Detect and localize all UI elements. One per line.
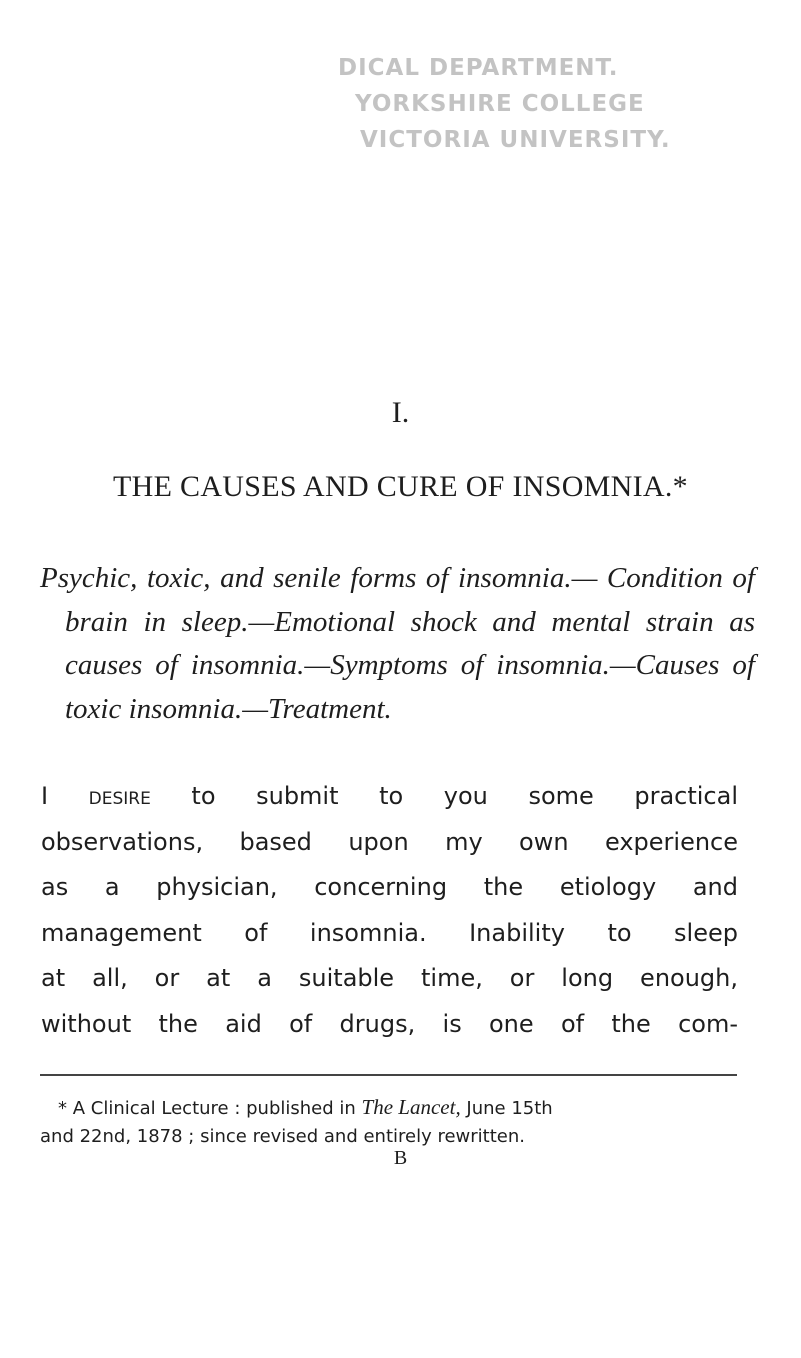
body-line-2: observations, based upon my own experience bbox=[41, 827, 738, 856]
footnote bbox=[40, 1093, 740, 1151]
library-stamp bbox=[300, 50, 780, 158]
opening-word: I desire bbox=[41, 782, 151, 810]
body-line-5: at all, or at a suitable time, or long enough, bbox=[41, 964, 738, 992]
footnote-divider bbox=[40, 1074, 737, 1076]
footnote-line-2: and 22nd, 1878 ; since revised and entirely rewritten. bbox=[40, 1126, 525, 1147]
body-line-6: without the aid of drugs, is one of the com- bbox=[41, 1009, 738, 1038]
body-line-4: management of insomnia. Inability to sleep bbox=[41, 918, 738, 947]
signature-mark: B bbox=[393, 1147, 408, 1169]
body-paragraph bbox=[41, 774, 738, 1047]
journal-name: The Lancet, bbox=[361, 1095, 461, 1119]
chapter-number: I. bbox=[391, 396, 410, 429]
footnote-marker: * bbox=[58, 1098, 73, 1119]
stamp-line-college: YORKSHIRE COLLEGE bbox=[355, 91, 645, 117]
chapter-synopsis: Psychic, toxic, and senile forms of insomnia.— Condition of brain in sleep.—Emotional shock and mental strain as causes of insomnia.—Symptoms of insomnia.—Causes of toxic insomnia.—Treatment. bbox=[40, 562, 755, 725]
chapter-title: THE CAUSES AND CURE OF INSOMNIA.* bbox=[113, 470, 688, 503]
stamp-line-department: DICAL DEPARTMENT. bbox=[338, 55, 619, 81]
body-line-3: as a physician, concerning the etiology and bbox=[41, 873, 738, 901]
stamp-line-university: VICTORIA UNIVERSITY. bbox=[360, 127, 671, 153]
footnote-line-1: * A Clinical Lecture : published in The Lancet, June 15th bbox=[58, 1095, 553, 1119]
body-line-1: I desire to submit to you some practical bbox=[41, 782, 739, 810]
